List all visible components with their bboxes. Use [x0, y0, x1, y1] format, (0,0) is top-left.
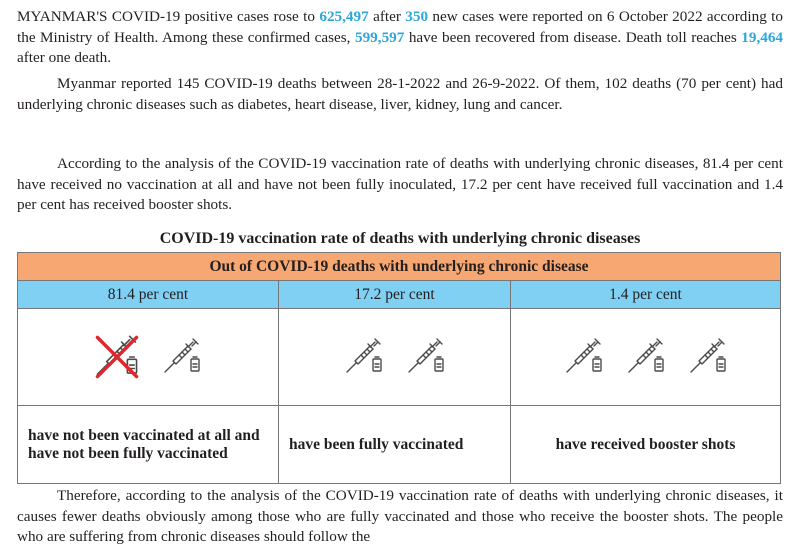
crossed-syringe-icon: [94, 334, 140, 380]
paragraph-case-summary: [17, 7, 783, 69]
icons-cell-fully-vaccinated: [279, 309, 511, 405]
syringe-icon: [564, 337, 604, 377]
syringe-icon: [162, 337, 202, 377]
recovered-value: 599,597: [354, 28, 405, 46]
paragraph-deaths-report: Myanmar reported 145 COVID-19 deaths between 28-1-2022 and 26-9-2022. Of them, 102 deaths (70 per cent) had underlying chronic diseases such as diabetes, heart disease, liver, kidney, lung and cancer.: [17, 75, 783, 113]
percent-cell-fully-vaccinated: 17.2 per cent: [279, 281, 511, 308]
p1-text-3: new cases were reported on 6 October 2022 according to the Ministry of Health. Among these confirmed cases,: [17, 8, 783, 46]
syringe-icon: [626, 337, 666, 377]
percent-row: [18, 281, 780, 309]
new-cases-value: 350: [405, 8, 429, 25]
p1-text-4: have been recovered from disease. Death toll reaches: [404, 28, 742, 46]
table-caption: COVID-19 vaccination rate of deaths with underlying chronic diseases: [159, 230, 641, 247]
percent-cell-booster: 1.4 per cent: [609, 285, 682, 303]
syringe-icon: [688, 337, 728, 377]
paragraph-vaccination-analysis: According to the analysis of the COVID-19 vaccination rate of deaths with underlying chronic diseases, 81.4 per cent have received no vaccination at all and have not been fully inoculated, 17.2 per cent have received full vaccination and 1.4 per cent has received booster shots.: [17, 155, 783, 213]
p1-text-5: after one death.: [17, 49, 112, 66]
death-toll-value: 19,464: [741, 28, 784, 46]
paragraph-conclusion: Therefore, according to the analysis of the COVID-19 vaccination rate of deaths with underlying chronic diseases, it causes fewer deaths obviously among those who are fully vaccinated and those who receive the booster shots. The people who are suffering from chronic diseases should follow the: [17, 487, 783, 545]
positive-cases-value: 625,497: [319, 8, 369, 25]
vaccination-rate-table: [17, 252, 781, 484]
label-unvaccinated: have not been vaccinated at all and have not been fully vaccinated: [18, 406, 279, 483]
icons-cell-booster: [511, 309, 780, 405]
label-fully-vaccinated: have been fully vaccinated: [279, 406, 511, 483]
description-row: [18, 406, 780, 483]
syringe-icon: [344, 337, 384, 377]
percent-cell-unvaccinated: 81.4 per cent: [18, 281, 279, 308]
table-header: Out of COVID-19 deaths with underlying chronic disease: [18, 253, 780, 281]
syringe-icon: [406, 337, 446, 377]
icons-cell-unvaccinated: [18, 309, 279, 405]
p1-text-1: MYANMAR'S COVID-19 positive cases rose to: [17, 8, 320, 25]
p1-text-2: after: [368, 8, 406, 25]
icon-row: [18, 309, 780, 406]
label-booster: have received booster shots: [555, 435, 736, 453]
